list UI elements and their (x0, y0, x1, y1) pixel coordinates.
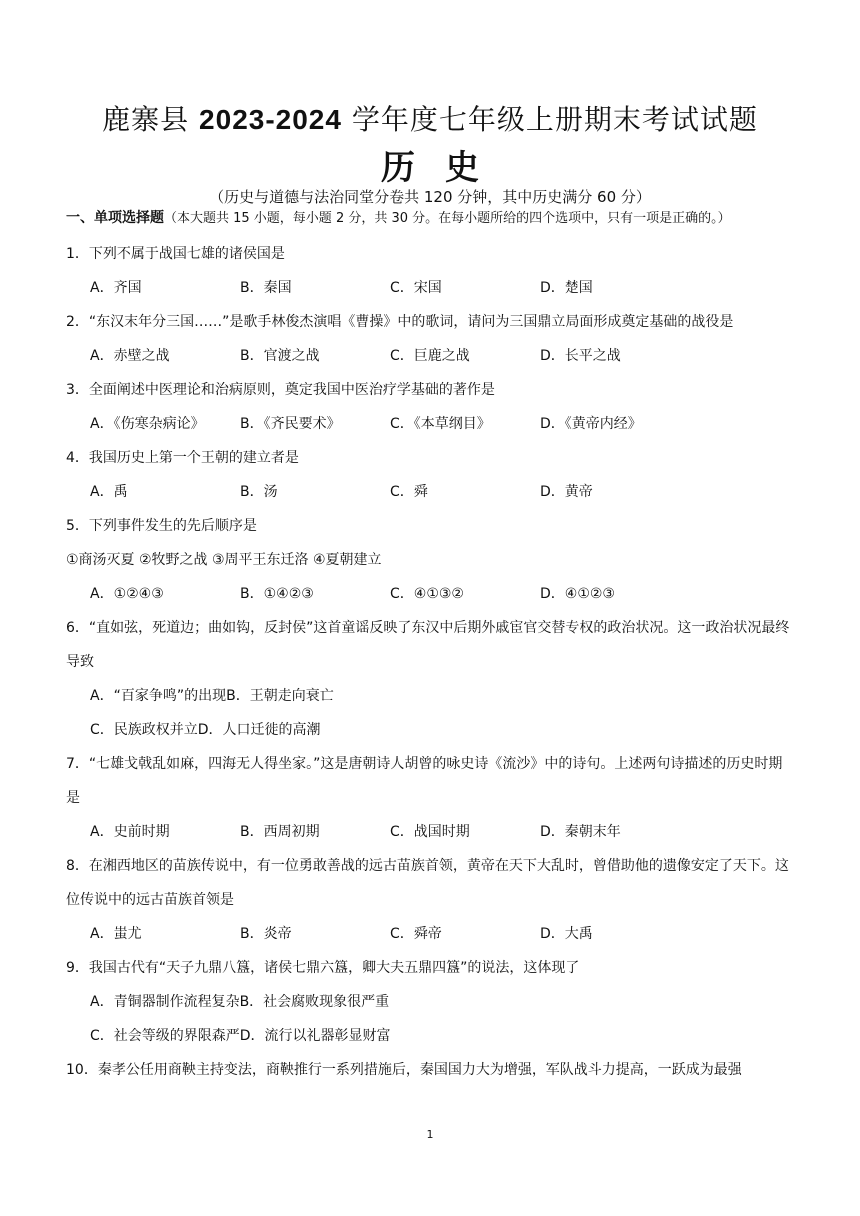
option-a: A．“百家争鸣”的出现 (90, 688, 227, 704)
option-b: B．①④②③ (240, 586, 314, 602)
option-b: B．西周初期 (240, 824, 320, 840)
question-3 (66, 373, 794, 441)
question-7 (66, 747, 794, 849)
option-a: A．赤壁之战 (90, 348, 170, 364)
question-8 (66, 849, 794, 951)
option-b: B．王朝走向衰亡 (226, 688, 334, 704)
question-text: 5．下列事件发生的先后顺序是 (66, 518, 257, 534)
option-a: A．《伤寒杂病论》 (90, 416, 205, 432)
option-b: B．《齐民要术》 (240, 416, 341, 432)
option-a: A．史前时期 (90, 824, 170, 840)
option-d: D．长平之战 (540, 348, 621, 364)
option-d: D．《黄帝内经》 (540, 416, 642, 432)
option-a: A．齐国 (90, 280, 142, 296)
option-c: C．宋国 (390, 280, 442, 296)
option-a: A．蚩尤 (90, 926, 142, 942)
option-d: D．大禹 (540, 926, 593, 942)
option-d: D．楚国 (540, 280, 593, 296)
question-text: 4．我国历史上第一个王朝的建立者是 (66, 450, 299, 466)
option-d: D．秦朝末年 (540, 824, 621, 840)
option-d: D．黄帝 (540, 484, 593, 500)
question-text: 2．“东汉末年分三国……”是歌手林俊杰演唱《曹操》中的歌词，请问为三国鼎立局面形成奠定基础的战役是 (66, 314, 734, 330)
page-number: 1 (426, 1128, 434, 1141)
exam-title: 鹿寨县 2023-2024 学年度七年级上册期末考试试题 (102, 103, 758, 136)
option-a: A．禹 (90, 484, 128, 500)
exam-note: （历史与道德与法治同堂分卷共 120 分钟，其中历史满分 60 分） (209, 188, 651, 206)
question-text: 6．“直如弦，死道边；曲如钩，反封侯”这首童谣反映了东汉中后期外戚宦官交替专权的政治状况。这一政治状况最终导致 (66, 620, 790, 670)
option-d: D．④①②③ (540, 586, 615, 602)
option-d: D．流行以礼器彰显财富 (239, 1028, 391, 1044)
option-c: C．《本草纲目》 (390, 416, 491, 432)
option-c: C．巨鹿之战 (390, 348, 470, 364)
option-c: C．战国时期 (390, 824, 470, 840)
question-5 (66, 509, 794, 611)
question-9 (66, 951, 794, 1053)
question-text: 8．在湘西地区的苗族传说中，有一位勇敢善战的远古苗族首领，黄帝在天下大乱时，曾借助他的遗像安定了天下。这位传说中的远古苗族首领是 (66, 858, 789, 908)
exam-content (66, 206, 794, 1087)
option-b: B．炎帝 (240, 926, 292, 942)
option-b: B．秦国 (240, 280, 292, 296)
question-text: 7．“七雄戈戟乱如麻，四海无人得坐家。”这是唐朝诗人胡曾的咏史诗《流沙》中的诗句。上述两句诗描述的历史时期是 (66, 756, 783, 806)
option-c: C．舜 (390, 484, 428, 500)
question-1 (66, 237, 794, 305)
question-2 (66, 305, 794, 373)
option-c: C．社会等级的界限森严 (90, 1028, 240, 1044)
option-b: B．官渡之战 (240, 348, 320, 364)
question-text: 10．秦孝公任用商鞅主持变法，商鞅推行一系列措施后，秦国国力大为增强，军队战斗力提高，一跃成为最强 (66, 1062, 742, 1078)
option-a: A．①②④③ (90, 586, 164, 602)
event-list: ①商汤灭夏 ②牧野之战 ③周平王东迁洛 ④夏朝建立 (66, 552, 382, 568)
option-c: C．④①③② (390, 586, 464, 602)
option-d: D．人口迁徙的高潮 (197, 722, 321, 738)
question-6 (66, 611, 794, 747)
option-c: C．民族政权并立 (90, 722, 198, 738)
question-text: 3．全面阐述中医理论和治病原则，奠定我国中医治疗学基础的著作是 (66, 382, 495, 398)
subject-heading: 历史 (381, 148, 509, 188)
question-4 (66, 441, 794, 509)
option-a: A．青铜器制作流程复杂 (90, 994, 240, 1010)
option-b: B．汤 (240, 484, 278, 500)
option-b: B．社会腐败现象很严重 (239, 994, 390, 1010)
option-c: C．舜帝 (390, 926, 442, 942)
question-10 (66, 1053, 794, 1087)
question-text: 1．下列不属于战国七雄的诸侯国是 (66, 246, 285, 262)
section-heading: 一、单项选择题（本大题共 15 小题，每小题 2 分，共 30 分。在每小题所给的四个选项中，只有一项是正确的。） (66, 210, 731, 226)
question-text: 9．我国古代有“天子九鼎八簋，诸侯七鼎六簋，卿大夫五鼎四簋”的说法，这体现了 (66, 960, 580, 976)
